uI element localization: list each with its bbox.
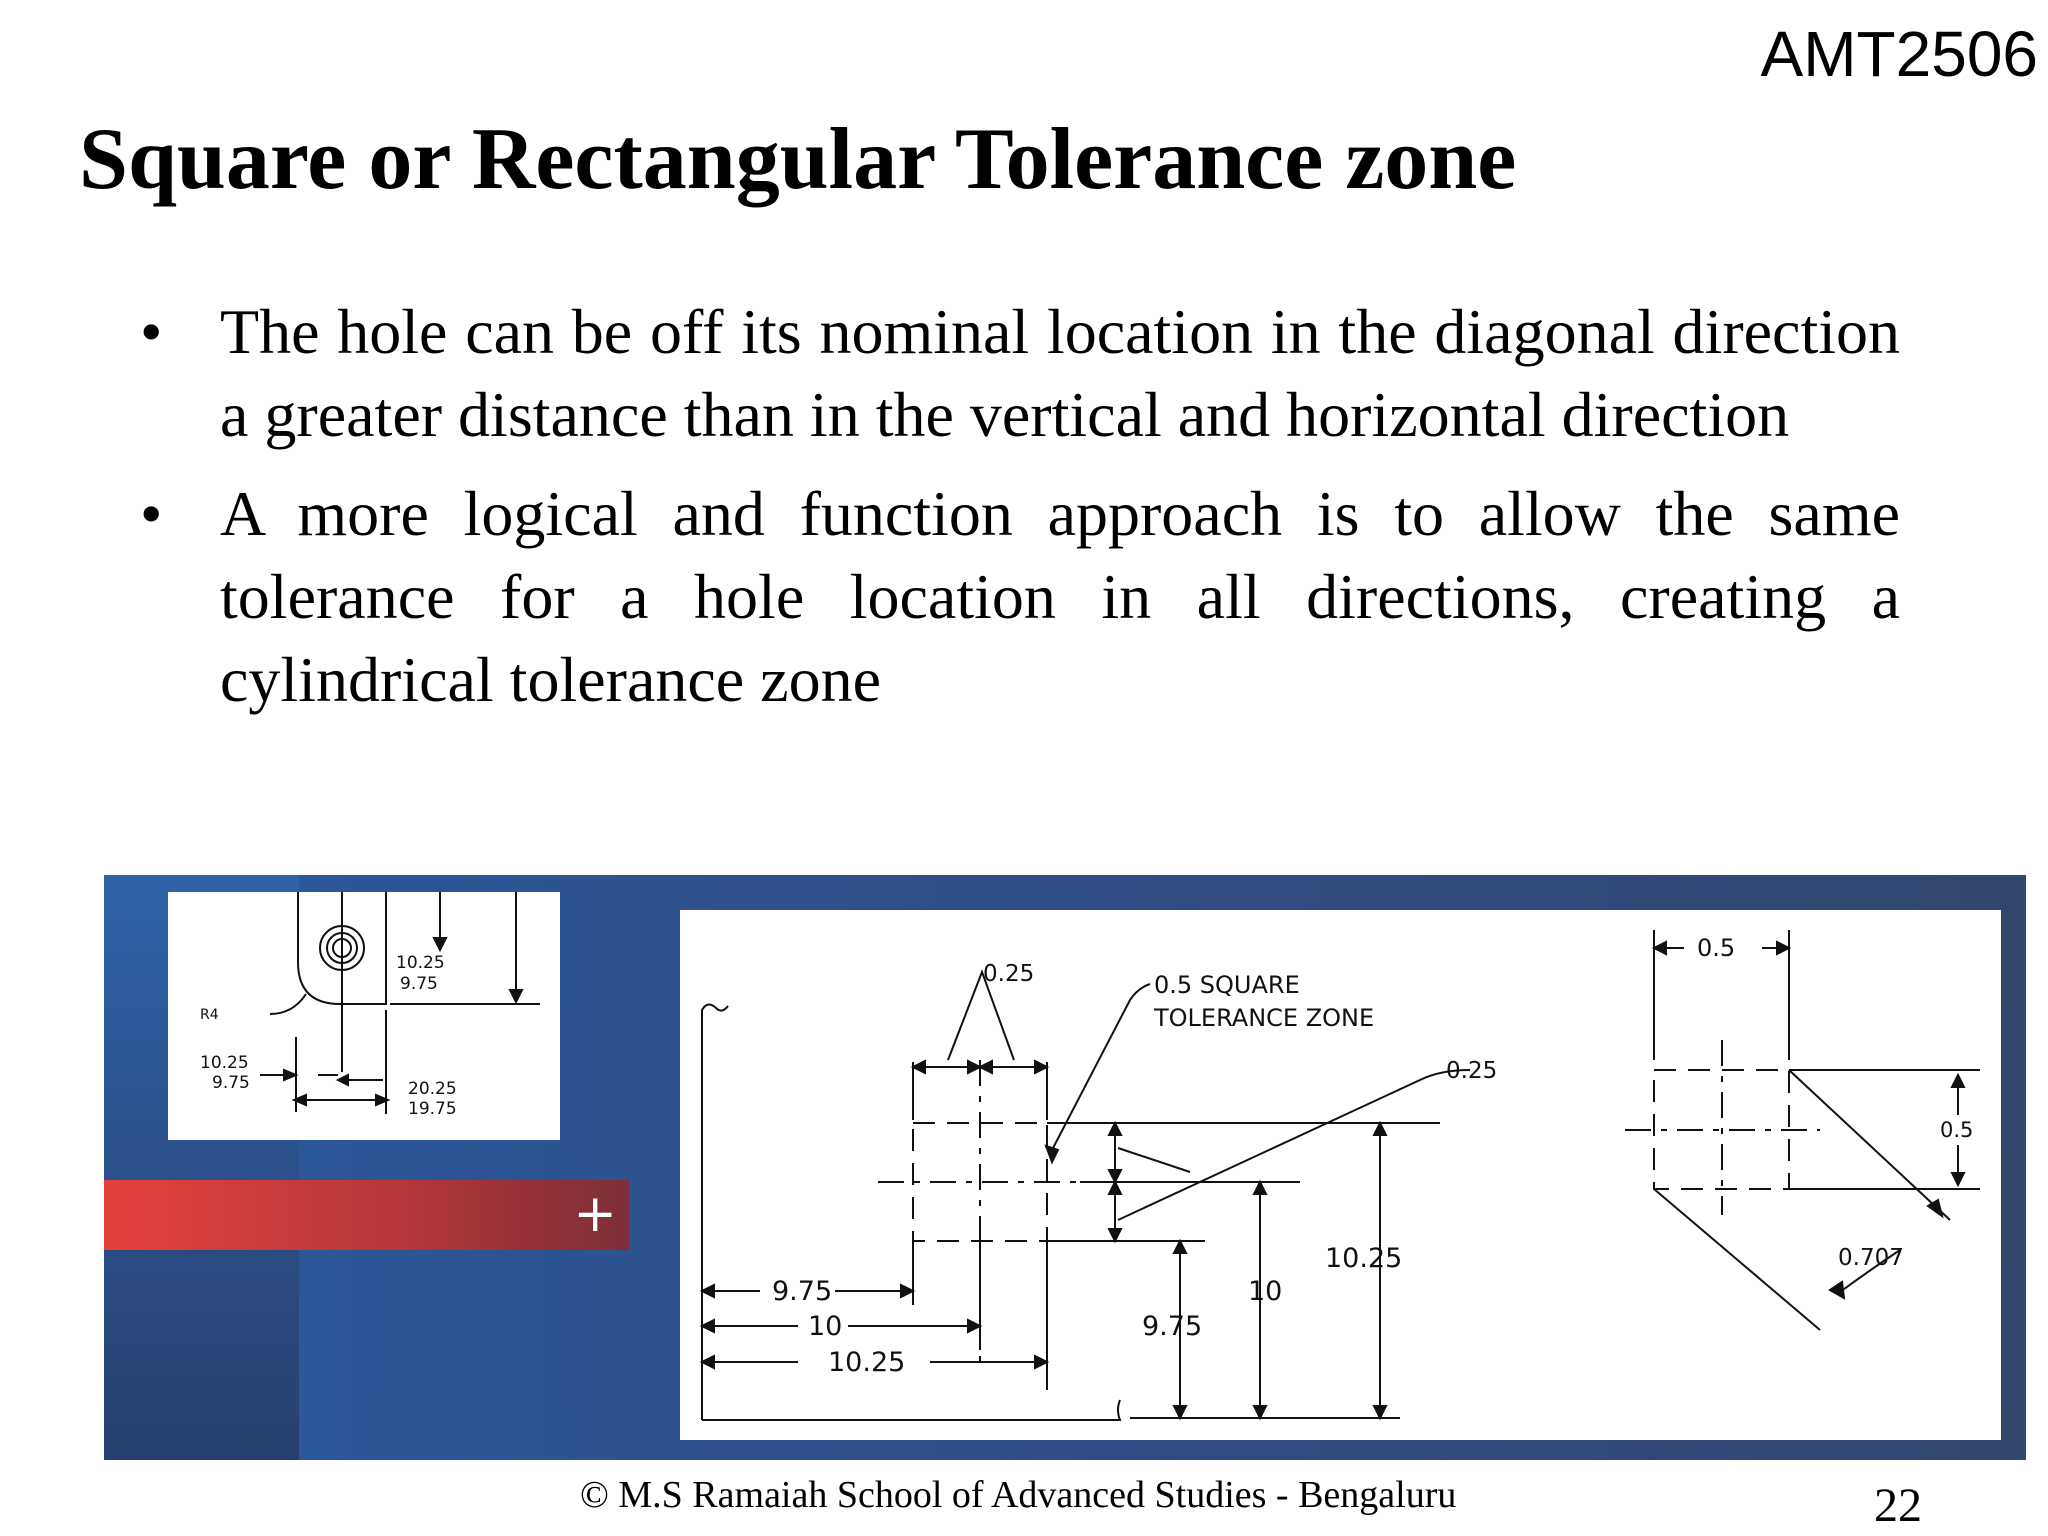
- slide-title: Square or Rectangular Tolerance zone: [79, 111, 1517, 208]
- v-dim-975: 9.75: [1142, 1311, 1203, 1342]
- small-dim-left-upper: 10.25: [200, 1053, 249, 1073]
- large-drawing: [680, 910, 2001, 1440]
- h-dim-10: 10: [808, 1311, 843, 1342]
- v-dim-1025: 10.25: [1325, 1243, 1403, 1274]
- detail-width: 0.5: [1697, 934, 1736, 962]
- small-dim-bottom-upper: 20.25: [408, 1079, 457, 1099]
- figure-panel: [104, 875, 2026, 1460]
- small-dim-top-lower: 9.75: [400, 974, 438, 994]
- accent-bar: [104, 1180, 629, 1250]
- small-drawing-svg: [168, 892, 560, 1140]
- h-dim-1025: 10.25: [828, 1347, 906, 1378]
- small-dim-top-upper: 10.25: [396, 953, 445, 973]
- detail-diagonal: 0.707: [1838, 1245, 1904, 1271]
- small-drawing: [168, 892, 560, 1140]
- plus-icon: +: [573, 1184, 617, 1244]
- small-radius-label: R4: [200, 1007, 219, 1023]
- bullet-marker: •: [140, 296, 163, 367]
- small-dim-bottom-lower: 19.75: [408, 1099, 457, 1119]
- h-dim-975: 9.75: [772, 1276, 833, 1307]
- bullet-text: A more logical and function approach is to allow the same tolerance for a hole location in all directions, creating a cylindrical tolerance zone: [220, 478, 1900, 715]
- small-dim-left-lower: 9.75: [212, 1073, 250, 1093]
- zone-label-line2: TOLERANCE ZONE: [1154, 1004, 1375, 1032]
- bullet-item: [140, 290, 1900, 456]
- bullet-list: [140, 290, 1900, 737]
- bullet-item: [140, 472, 1900, 721]
- course-code: AMT2506: [1760, 18, 2038, 90]
- label-025-right: 0.25: [1446, 1058, 1498, 1084]
- page-number: 22: [1874, 1479, 1922, 1532]
- large-drawing-svg: [680, 910, 2001, 1440]
- label-025-top: 0.25: [983, 961, 1035, 987]
- detail-height: 0.5: [1940, 1118, 1974, 1142]
- footer-copyright: © M.S Ramaiah School of Advanced Studies - Bengaluru: [580, 1474, 1457, 1516]
- bullet-text: The hole can be off its nominal location in the diagonal direction a greater distance than in the vertical and horizontal direction: [220, 296, 1900, 450]
- zone-label-line1: 0.5 SQUARE: [1154, 971, 1300, 999]
- v-dim-10: 10: [1248, 1276, 1283, 1307]
- bullet-marker: •: [140, 478, 163, 549]
